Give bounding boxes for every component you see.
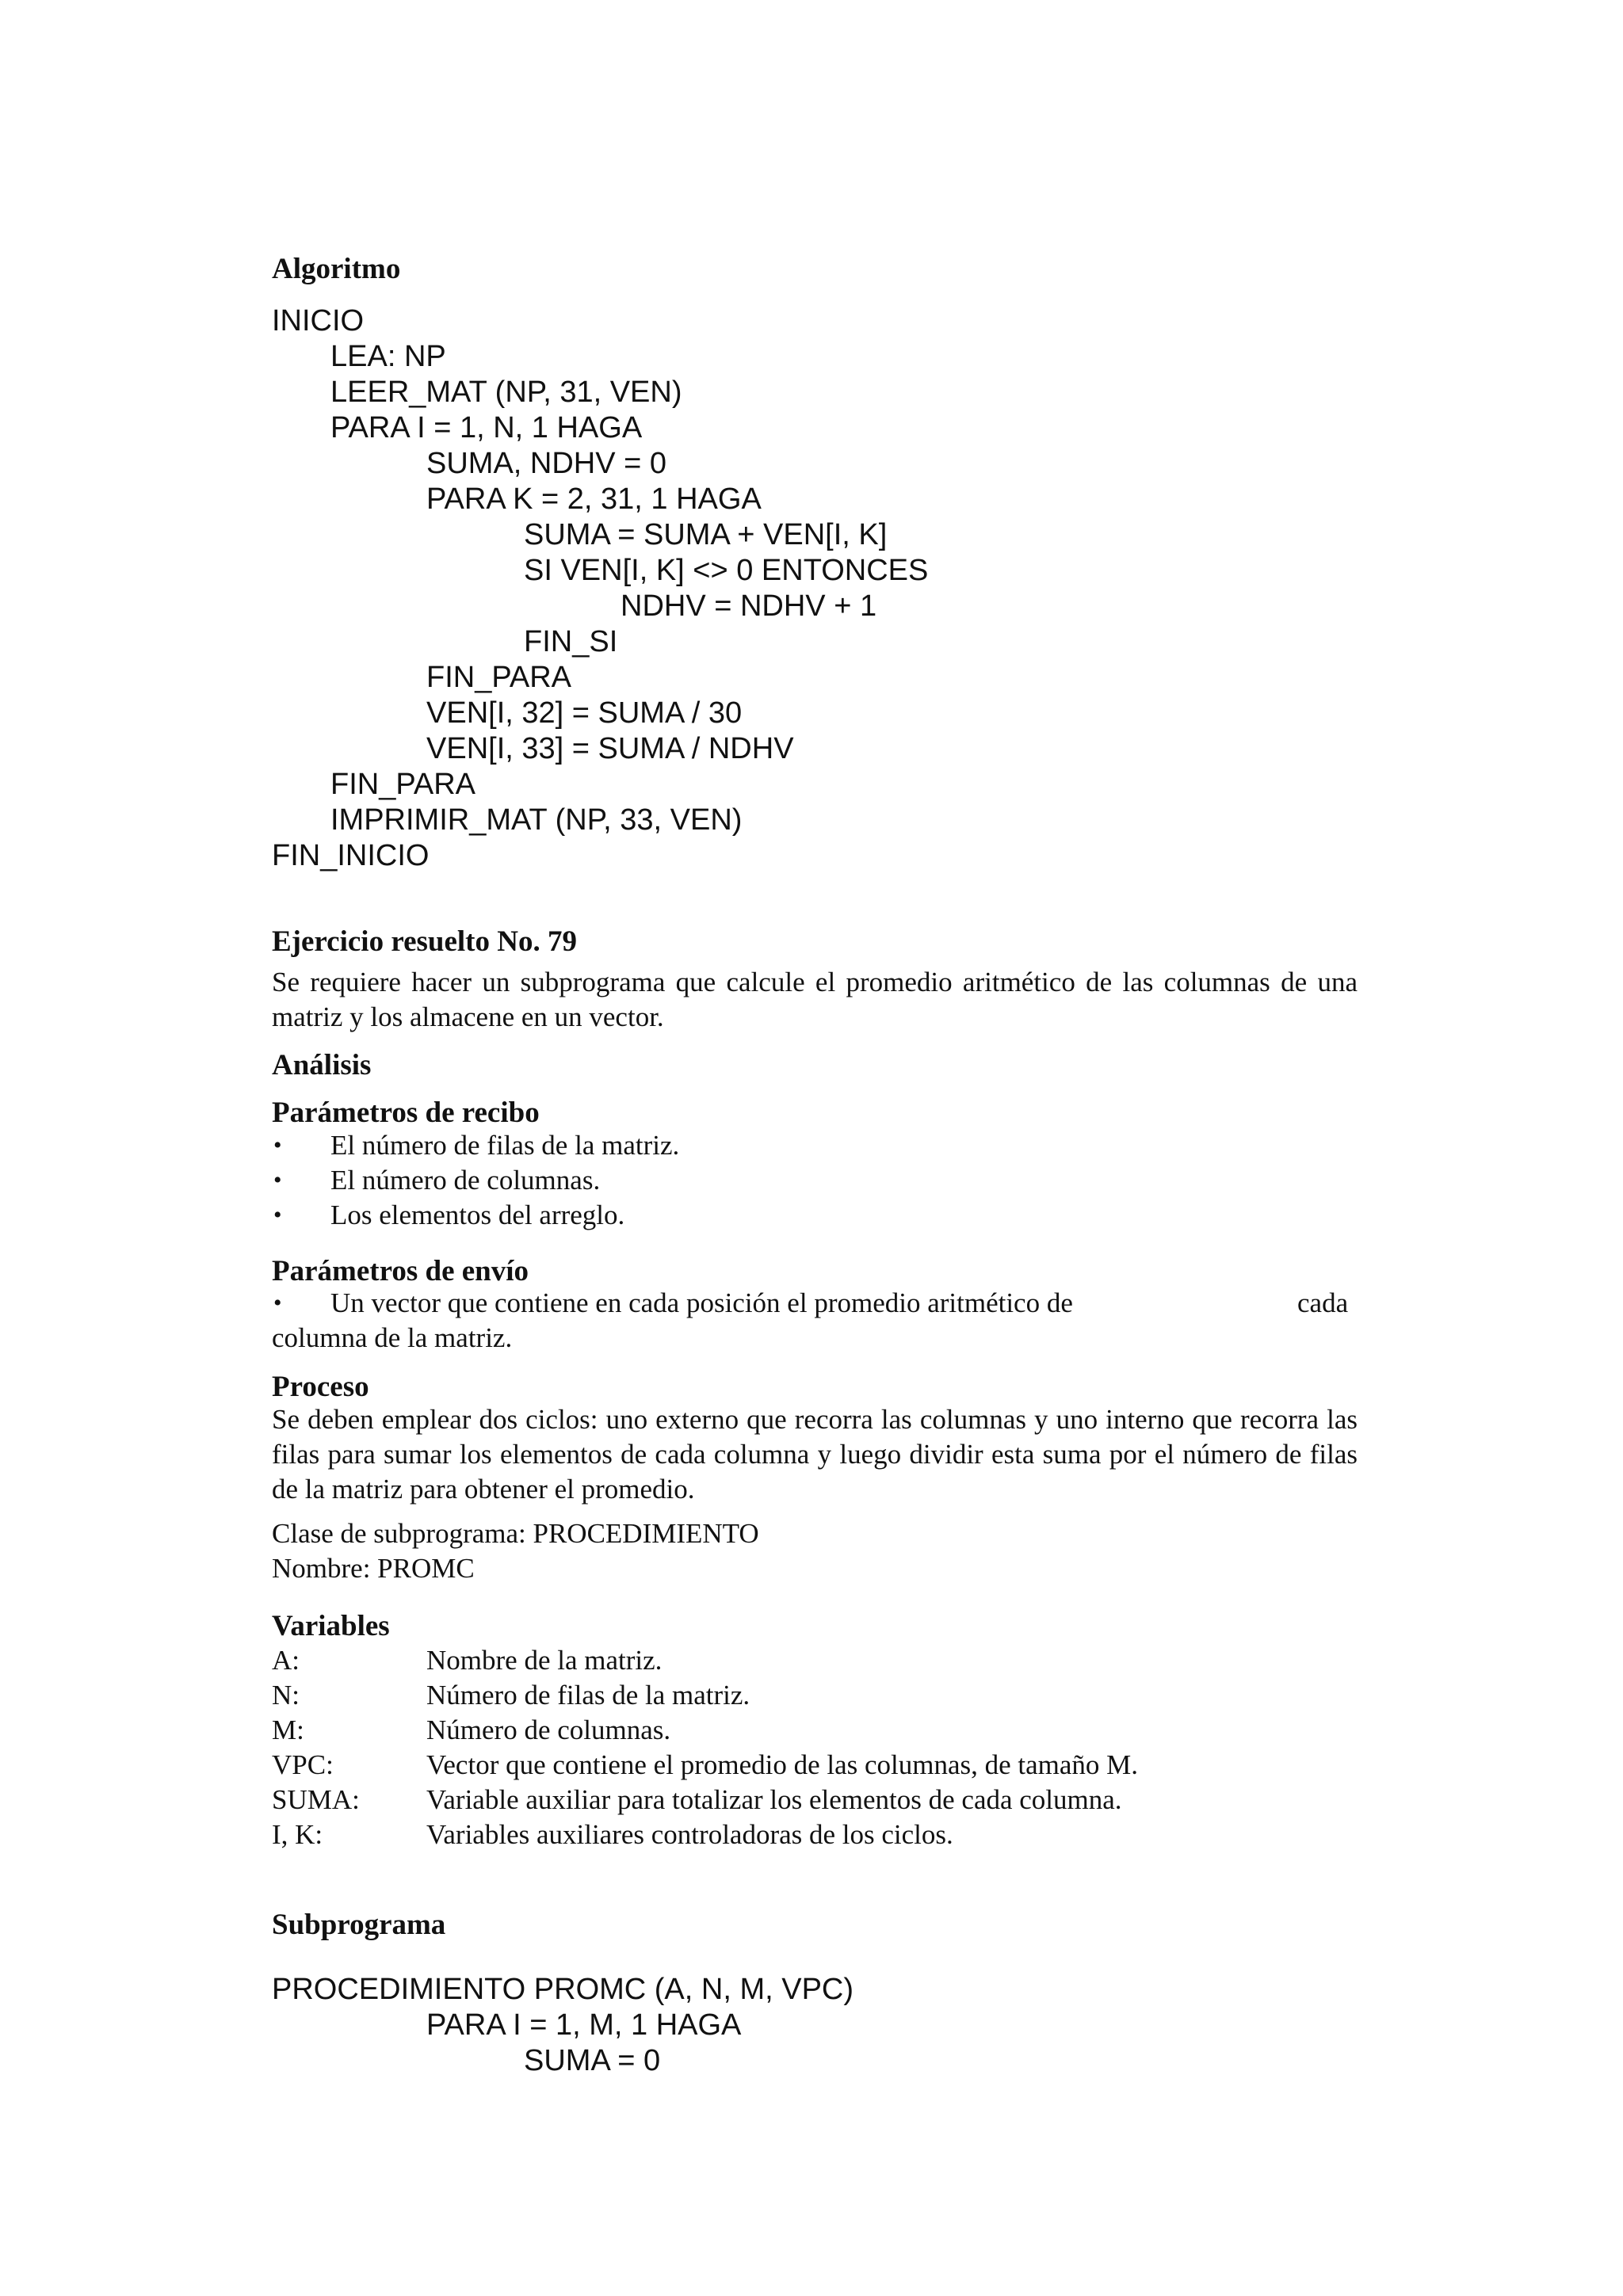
bullet-icon: • [273, 1132, 282, 1158]
variable-name: VPC: [272, 1749, 334, 1780]
envio-item-text-end: cada [1297, 1287, 1349, 1318]
code-line: INICIO [272, 304, 365, 338]
code-line: PARA I = 1, M, 1 HAGA [426, 2008, 742, 2042]
envio-heading: Parámetros de envío [272, 1255, 529, 1287]
code-line: FIN_SI [524, 625, 618, 658]
list-item: Los elementos del arreglo. [330, 1199, 625, 1230]
code-line: SUMA = SUMA + VEN[I, K] [524, 518, 888, 551]
code-line: NDHV = NDHV + 1 [621, 589, 877, 623]
exercise-statement: Se requiere hacer un subprograma que calcule el promedio aritmético de las columnas de una matriz y los almacene en un vector. [272, 967, 1358, 1032]
analisis-heading: Análisis [272, 1049, 372, 1081]
bullet-icon: • [273, 1290, 282, 1316]
list-item: El número de columnas. [330, 1165, 601, 1196]
variable-name: SUMA: [272, 1784, 360, 1815]
variable-name: I, K: [272, 1819, 323, 1850]
clase-line: Clase de subprograma: PROCEDIMIENTO [272, 1518, 759, 1549]
variable-desc: Variables auxiliares controladoras de los ciclos. [426, 1819, 953, 1850]
variable-name: A: [272, 1645, 300, 1676]
variable-name: N: [272, 1680, 300, 1711]
variable-desc: Variable auxiliar para totalizar los elementos de cada columna. [426, 1784, 1122, 1815]
code-line: PARA I = 1, N, 1 HAGA [330, 411, 643, 444]
algoritmo-heading: Algoritmo [272, 253, 401, 285]
code-line: PARA K = 2, 31, 1 HAGA [426, 482, 762, 516]
code-line: SUMA, NDHV = 0 [426, 447, 667, 480]
code-line: SUMA = 0 [524, 2044, 661, 2077]
variable-desc: Vector que contiene el promedio de las columnas, de tamaño M. [426, 1749, 1139, 1780]
proceso-heading: Proceso [272, 1371, 369, 1403]
code-line: FIN_PARA [426, 661, 572, 694]
code-line: FIN_INICIO [272, 839, 430, 872]
subprograma-heading: Subprograma [272, 1909, 446, 1941]
code-line: IMPRIMIR_MAT (NP, 33, VEN) [330, 803, 743, 837]
exercise-title: Ejercicio resuelto No. 79 [272, 925, 577, 958]
bullet-icon: • [273, 1202, 282, 1228]
code-line: LEER_MAT (NP, 31, VEN) [330, 376, 682, 409]
variable-name: M: [272, 1714, 304, 1745]
envio-item-text: Un vector que contiene en cada posición el promedio aritmético de [330, 1287, 1073, 1318]
code-line: SI VEN[I, K] <> 0 ENTONCES [524, 554, 929, 587]
nombre-line: Nombre: PROMC [272, 1553, 475, 1584]
variables-heading: Variables [272, 1610, 390, 1642]
list-item: El número de filas de la matriz. [330, 1130, 680, 1161]
code-line: VEN[I, 32] = SUMA / 30 [426, 696, 743, 730]
variable-desc: Nombre de la matriz. [426, 1645, 663, 1676]
code-line: PROCEDIMIENTO PROMC (A, N, M, VPC) [272, 1973, 854, 2006]
bullet-icon: • [273, 1167, 282, 1193]
proceso-text: Se deben emplear dos ciclos: uno externo que recorra las columnas y uno interno que recorra las filas para sumar los elementos de cada columna y luego dividir esta suma por el número de filas de la matriz para obtener el promedio. [272, 1404, 1358, 1505]
code-line: FIN_PARA [330, 768, 476, 801]
code-line: VEN[I, 33] = SUMA / NDHV [426, 732, 794, 765]
recibo-heading: Parámetros de recibo [272, 1097, 540, 1129]
variable-desc: Número de columnas. [426, 1714, 671, 1745]
envio-item-continuation: columna de la matriz. [272, 1322, 513, 1353]
variable-desc: Número de filas de la matriz. [426, 1680, 750, 1711]
code-line: LEA: NP [330, 340, 446, 373]
